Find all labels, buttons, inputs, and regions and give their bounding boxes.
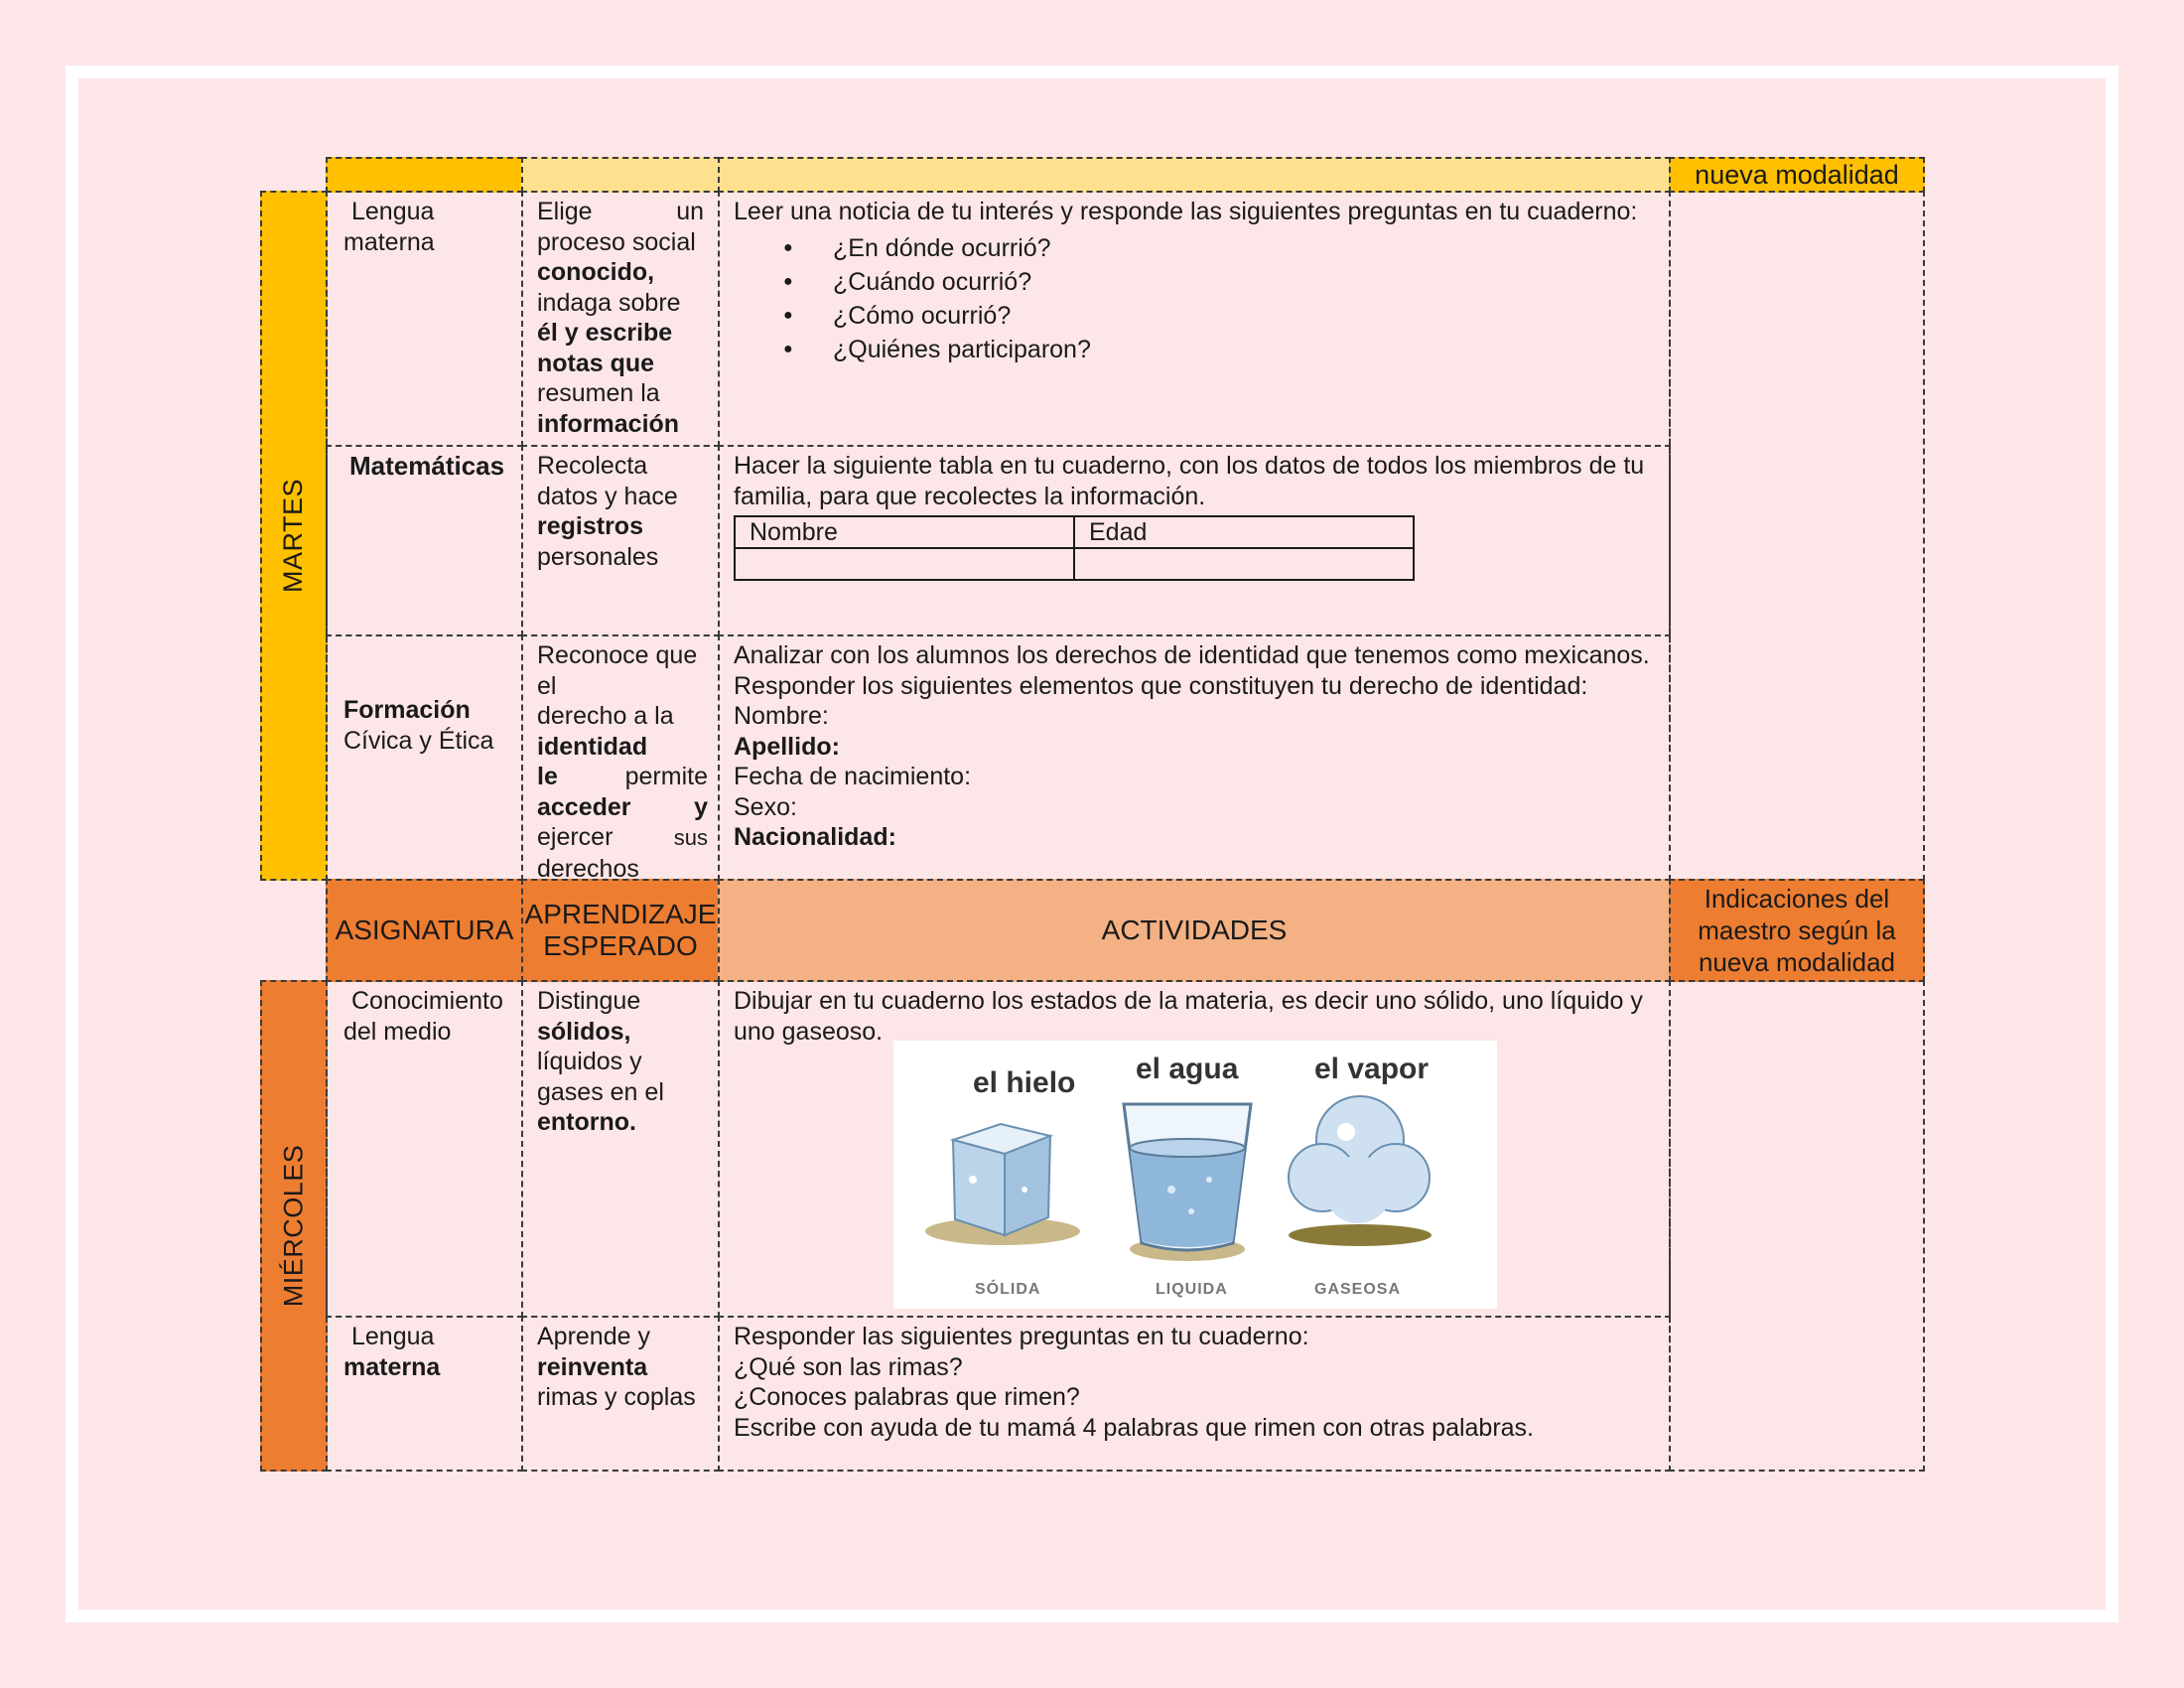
subject-line: Lengua: [351, 1323, 435, 1350]
col-header-aprendizaje-line: ESPERADO: [543, 930, 698, 961]
activity-cell: [718, 191, 1671, 447]
day-label-miercoles-text: MIÉRCOLES: [278, 1144, 309, 1308]
indications-cell: [1669, 191, 1925, 881]
learning-line: notas que: [537, 349, 655, 377]
activity-line: Escribe con ayuda de tu mamá 4 palabras que rimen con otras palabras.: [734, 1413, 1535, 1442]
learning-line: Reconoce que: [537, 641, 698, 669]
learning-line: Elige un: [537, 198, 704, 225]
family-table: [734, 515, 1415, 581]
learning-line: sólidos,: [537, 1017, 631, 1046]
col-header-indicaciones: [1669, 879, 1925, 982]
learning-line: identidad: [537, 732, 648, 761]
subject-line: del medio: [343, 1017, 452, 1046]
learning-line: proceso social: [537, 227, 696, 256]
table-header-edad: Edad: [1074, 516, 1414, 548]
caption-solida: SÓLIDA: [975, 1281, 1041, 1298]
header-indications-text: nueva modalidad: [1695, 159, 1899, 190]
header-cell-subject: [326, 157, 523, 193]
learning-line: él y escribe: [537, 319, 673, 347]
water-glass-icon: [1124, 1104, 1251, 1261]
learning-line: derecho a la: [537, 702, 674, 730]
col-header-aprendizaje-line: APRENDIZAJE: [524, 899, 717, 929]
subject-cell: [326, 980, 523, 1318]
subject-cell: [326, 191, 523, 447]
ice-cube-icon: [925, 1124, 1080, 1245]
subject-line: materna: [343, 1352, 441, 1381]
label-hielo: el hielo: [973, 1066, 1076, 1099]
indications-cell: [1669, 980, 1925, 1472]
learning-line: Distingue: [537, 987, 641, 1015]
header-cell-learning: [521, 157, 720, 193]
learning-cell: [521, 1316, 720, 1472]
learning-line: gases en el: [537, 1077, 664, 1106]
states-drawing: [893, 1041, 1497, 1309]
label-agua: el agua: [1136, 1053, 1239, 1085]
question-item: ● ¿En dónde ocurrió?: [833, 231, 1655, 265]
learning-line: conocido,: [537, 258, 655, 286]
activity-line: Nombre:: [734, 702, 829, 730]
learning-line: entorno.: [537, 1108, 636, 1136]
activity-intro: Dibujar en tu cuaderno los estados de la materia, es decir uno sólido, uno líquido y uno gaseoso.: [734, 987, 1643, 1046]
learning-line: el: [537, 671, 557, 700]
learning-line: registros: [537, 512, 643, 540]
activity-intro: Leer una noticia de tu interés y responde las siguientes preguntas en tu cuaderno:: [734, 198, 1638, 225]
learning-line: personales: [537, 542, 659, 571]
learning-line: información: [537, 409, 680, 438]
table-header-nombre: Nombre: [735, 516, 1074, 548]
caption-liquida: LIQUIDA: [1156, 1281, 1228, 1298]
subject-cell: [326, 1316, 523, 1472]
activity-line: Analizar con los alumnos los derechos de identidad que tenemos como mexicanos.: [734, 641, 1650, 669]
activity-line: Responder las siguientes preguntas en tu cuaderno:: [734, 1323, 1309, 1350]
header-cell-indications: [1669, 157, 1925, 193]
learning-line: le permite: [537, 763, 708, 790]
col-header-aprendizaje: [521, 879, 720, 982]
activity-line: Nacionalidad:: [734, 823, 896, 851]
col-header-indicaciones-line: nueva modalidad: [1698, 947, 1896, 977]
activity-cell: [718, 634, 1671, 881]
learning-cell: [521, 980, 720, 1318]
question-item: ● ¿Cuándo ocurrió?: [833, 265, 1655, 299]
learning-cell: [521, 191, 720, 447]
question-list: [734, 231, 1655, 366]
col-header-asignatura: ASIGNATURA: [326, 879, 523, 982]
subject-line: materna: [343, 227, 435, 256]
vapor-cloud-icon: [1289, 1096, 1432, 1246]
states-of-matter-illustration: [893, 1041, 1497, 1309]
learning-line: rimas y coplas: [537, 1383, 696, 1411]
learning-cell: [521, 445, 720, 636]
learning-line: Aprende y: [537, 1323, 650, 1350]
col-header-indicaciones-line: maestro según la: [1698, 915, 1896, 945]
learning-line: acceder y: [537, 792, 708, 821]
learning-line: Recolecta: [537, 452, 648, 480]
activity-intro: Hacer la siguiente tabla en tu cuaderno, con los datos de todos los miembros de tu familia, para que recolectes la información.: [734, 452, 1645, 510]
header-cell-activities: [718, 157, 1671, 193]
table-cell-empty: [1074, 548, 1414, 580]
subject-line: Matemáticas: [349, 451, 505, 481]
learning-line: reinventa: [537, 1352, 648, 1381]
activity-line: Responder los siguientes elementos que constituyen tu derecho de identidad:: [734, 671, 1588, 700]
col-header-actividades: ACTIVIDADES: [718, 879, 1671, 982]
table-cell-empty: [735, 548, 1074, 580]
label-vapor: el vapor: [1314, 1053, 1430, 1085]
learning-line: derechos: [537, 854, 639, 881]
question-item: ● ¿Cómo ocurrió?: [833, 299, 1655, 333]
activity-cell: [718, 1316, 1671, 1472]
learning-cell: [521, 634, 720, 881]
activity-line: Fecha de nacimiento:: [734, 763, 972, 790]
caption-gaseosa: GASEOSA: [1314, 1281, 1402, 1298]
day-label-martes-text: MARTES: [278, 478, 309, 594]
subject-cell: [326, 445, 523, 636]
learning-line: resumen la: [537, 379, 660, 407]
learning-line: indaga sobre: [537, 288, 681, 317]
learning-line: datos y hace: [537, 482, 678, 510]
subject-line: Conocimiento: [351, 987, 503, 1015]
subject-line: Lengua: [351, 198, 435, 225]
subject-line: Cívica y Ética: [343, 726, 494, 755]
subject-cell: [326, 634, 523, 881]
question-item: ● ¿Quiénes participaron?: [833, 333, 1655, 366]
day-label-miercoles: [260, 980, 328, 1472]
subject-line: Formación: [343, 696, 471, 724]
col-header-indicaciones-line: Indicaciones del: [1704, 884, 1890, 914]
activity-cell: [718, 445, 1671, 636]
learning-line: ejercer sus: [537, 823, 708, 851]
activity-line: Apellido:: [734, 732, 840, 761]
activity-line: Sexo:: [734, 792, 797, 821]
activity-line: ¿Conoces palabras que rimen?: [734, 1383, 1080, 1411]
day-label-martes: [260, 191, 328, 881]
activity-line: ¿Qué son las rimas?: [734, 1352, 963, 1381]
learning-line: líquidos y: [537, 1048, 642, 1075]
